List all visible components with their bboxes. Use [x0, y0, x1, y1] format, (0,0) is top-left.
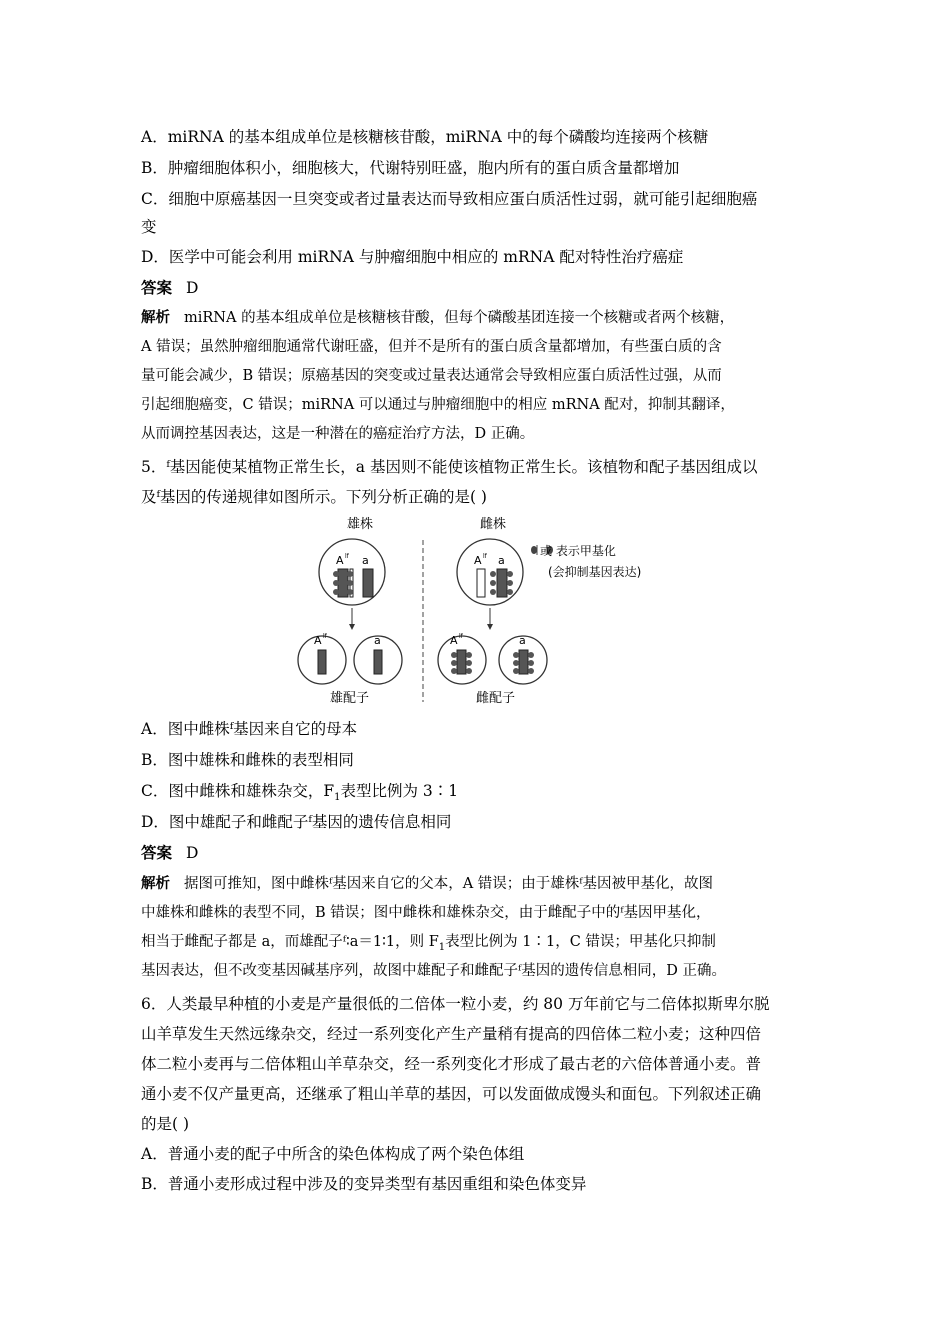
male-parent-cell	[319, 539, 385, 605]
q4-option-a: A．miRNA 的基本组成单位是核糖核苷酸，miRNA 中的每个磷酸均连接两个核糖	[141, 128, 709, 146]
female-gamete-title: 雌配子	[476, 691, 516, 706]
answer-label: 答案	[141, 278, 173, 297]
q6-stem-1: 6．人类最早种植的小麦是产量很低的二倍体一粒小麦，约 80 万年前它与二倍体拟斯卑尔脱	[141, 995, 770, 1013]
svg-text:a: a	[519, 634, 526, 647]
q5-answer	[141, 842, 821, 864]
q5-analysis-1: 解析 据图可推知，图中雌株ᶠ基因来自它的父本，A 错误；由于雄株ᶠ基因被甲基化，故图	[141, 873, 821, 895]
q6-option-b: B．普通小麦形成过程中涉及的变异类型有基因重组和染色体变异	[141, 1175, 587, 1193]
q5-option-d: D．图中雄配子和雌配子ᶠ基因的遗传信息相同	[141, 813, 452, 831]
male-plant-title: 雄株	[347, 517, 374, 532]
q6-stem-2: 山羊草发生天然远缘杂交，经过一系列变化产生产量稍有提高的四倍体二粒小麦；这种四倍	[141, 1025, 762, 1043]
q5-stem-1: 5．ᶠ基因能使某植物正常生长，a 基因则不能使该植物正常生长。该植物和配子基因组成以	[141, 458, 758, 476]
svg-text:A: A	[314, 634, 322, 647]
female-plant-title: 雌株	[480, 517, 507, 532]
female-parent-cell	[457, 539, 523, 605]
q6-option-a: A．普通小麦的配子中所含的染色体构成了两个染色体组	[141, 1145, 525, 1163]
legend-text-1: 或 表示甲基化	[540, 544, 616, 558]
q4-answer	[141, 277, 821, 299]
q4-analysis-4: 引起细胞癌变，C 错误；miRNA 可以通过与肿瘤细胞中的相应 mRNA 配对，抑制其翻译，	[141, 397, 735, 413]
chromosome	[338, 569, 348, 597]
svg-text:a: a	[374, 634, 381, 647]
q4-analysis-1	[141, 307, 821, 329]
q6-stem-4: 通小麦不仅产量更高，还继承了粗山羊草的基因，可以发面做成馒头和面包。下列叙述正确	[141, 1085, 762, 1103]
q5-analysis-3: 相当于雌配子都是 a，而雄配子ᶠ∶a＝1∶1，则 $F_1$表型比例为 1∶1，C 错误；甲基化只抑制	[141, 934, 716, 953]
analysis-label: 解析	[141, 875, 170, 892]
analysis-text: miRNA 的基本组成单位是核糖核苷酸，但每个磷酸基团连接一个核糖或者两个核糖，	[184, 310, 735, 326]
methyl-group-icon	[333, 571, 339, 577]
q4-analysis-3: 量可能会减少，B 错误；原癌基因的突变或过量表达通常会导致相应蛋白质活性过强，从而	[141, 368, 722, 384]
q4-option-d: D．医学中可能会利用 miRNA 与肿瘤细胞中相应的 mRNA 配对特性治疗癌症	[141, 248, 684, 266]
q5-option-b: B．图中雄株和雌株的表型相同	[141, 751, 354, 769]
female-gamete-1	[438, 633, 486, 684]
allele-a-label: a	[362, 554, 369, 567]
svg-text:A: A	[474, 554, 482, 567]
gene-transmission-figure	[290, 512, 670, 710]
arrow-down-icon	[487, 624, 493, 630]
legend-text-2: (会抑制基因表达)	[548, 565, 642, 579]
male-gamete-title: 雄配子	[330, 691, 370, 706]
svg-text:lf: lf	[323, 633, 327, 640]
male-gamete-1	[298, 633, 346, 684]
allele-A-label: A	[336, 554, 344, 567]
q6-stem-5: 的是( )	[141, 1115, 190, 1133]
answer-value: D	[186, 844, 199, 862]
methyl-left-icon	[531, 546, 537, 554]
svg-text:lf: lf	[483, 553, 487, 560]
q6-stem-3: 体二粒小麦再与二倍体粗山羊草杂交，经一系列变化才形成了最古老的六倍体普通小麦。普	[141, 1055, 762, 1073]
answer-value: D	[186, 279, 199, 297]
female-gamete-2	[499, 634, 547, 684]
q5-analysis-2: 中雄株和雌株的表型不同，B 错误；图中雌株和雄株杂交，由于雌配子中的ᶠ基因甲基化，	[141, 905, 711, 921]
q4-option-c: C．细胞中原癌基因一旦突变或者过量表达而导致相应蛋白质活性过弱，就可能引起细胞癌	[141, 190, 758, 208]
male-gamete-2	[354, 634, 402, 684]
q4-option-b: B．肿瘤细胞体积小，细胞核大，代谢特别旺盛，胞内所有的蛋白质含量都增加	[141, 159, 680, 177]
svg-text:lf: lf	[459, 633, 463, 640]
q4-analysis-5: 从而调控基因表达，这是一种潜在的癌症治疗方法，D 正确。	[141, 426, 535, 442]
legend	[531, 544, 641, 579]
svg-text:a: a	[498, 554, 505, 567]
q4-option-c-cont: 变	[141, 218, 157, 236]
analysis-label: 解析	[141, 309, 170, 326]
chromosome	[363, 569, 373, 597]
q5-analysis-4: 基因表达，但不改变基因碱基序列，故图中雄配子和雌配子ᶠ基因的遗传信息相同，D 正确。	[141, 963, 726, 979]
svg-text:A: A	[450, 634, 458, 647]
answer-label: 答案	[141, 843, 173, 862]
arrow-down-icon	[349, 624, 355, 630]
q5-option-a: A．图中雌株ᶠ基因来自它的母本	[141, 720, 358, 738]
q5-stem-2: 及ᶠ基因的传递规律如图所示。下列分析正确的是( )	[141, 488, 487, 506]
q5-option-c: C．图中雌株和雄株杂交，$F_1$表型比例为 3∶1	[141, 782, 459, 804]
allele-sup-label: lf	[345, 553, 349, 560]
q4-analysis-2: A 错误；虽然肿瘤细胞通常代谢旺盛，但并不是所有的蛋白质含量都增加，有些蛋白质的含	[141, 339, 722, 355]
